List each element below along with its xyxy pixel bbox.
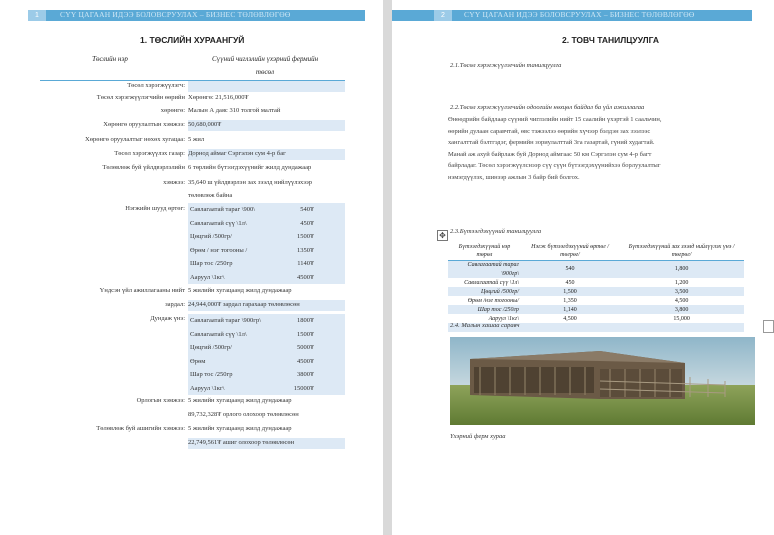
row-label: Төсөл хэрэгжүүлэгчийн өөрийн: [96, 94, 185, 101]
row-value: 5 жилийн хугацаанд жилд дундажаар: [188, 397, 292, 404]
price-item: Ааруул \1кг\: [190, 384, 225, 392]
row-label: Үндсэн үйл ажиллагааны нийт: [99, 287, 185, 294]
price-value: 1140₮: [297, 260, 314, 267]
price-value: 4500₮: [297, 273, 314, 281]
subsection-heading: 2.1.Төсөл хэрэгжүүлэгчийн танилцуулга: [450, 62, 562, 69]
table-cell: 1,800: [619, 261, 744, 279]
price-line: [188, 328, 345, 342]
price-line: [188, 355, 345, 369]
table-row: [448, 305, 744, 314]
price-item: Өрөм / нэг тогооны /: [190, 246, 248, 254]
paragraph-line: хангалттай бэлтгэдэг, фермийн зориулалттай 3га газартай, гүний худагтай.: [448, 139, 655, 146]
row-value: Хөрөнгө: 21,516,000₮: [188, 94, 249, 101]
page-edge-marker: [763, 320, 774, 333]
row-value: 24,944,000₮ зардал гарахаар төлөвлөсөн: [188, 300, 345, 311]
row-label: хөрөнгө:: [160, 107, 185, 114]
row-value: 5 жилийн хугацаанд жилд дундажаар: [188, 287, 292, 294]
row-value: 5 жилийн хугацаанд жилд дундажаар: [188, 425, 292, 432]
page-2: [392, 0, 774, 535]
price-item: Савлагаатай тараг \900\: [190, 206, 256, 213]
table-cell: 4,500: [674, 297, 689, 304]
price-value: 3800₮: [297, 371, 314, 378]
price-item: Шар тос /250гр: [190, 260, 233, 267]
row-value: төлөвлөж байна: [188, 192, 233, 199]
price-item: Өрөм: [190, 357, 206, 365]
paragraph-line: байрладаг. Төсөл хэрэгжүүлснээр сүү сүүн бүтээгдэхүүнийхээ борлуулалтыг: [448, 162, 661, 169]
row-value: [188, 81, 345, 92]
price-item: Цөцгий /500гр/: [190, 233, 232, 240]
subsection-heading: 2.3.Бүтээгдэхүүний танилцуулга: [450, 228, 542, 235]
table-cell: 15,000: [673, 315, 690, 322]
price-value: 1500₮: [297, 330, 314, 338]
table-row: [448, 287, 744, 296]
price-line: [188, 314, 345, 328]
product-table: [448, 242, 744, 332]
price-item: Савлагаатай тараг \900гр\: [190, 317, 262, 324]
price-item: Савлагаатай сүү \1л\: [190, 219, 247, 227]
table-cell: Цөцгий /500гр/: [448, 287, 521, 296]
row-label: хэмжээ:: [163, 179, 185, 186]
price-item: Ааруул \1кг\: [190, 273, 225, 281]
price-line: [188, 271, 345, 285]
subsection-heading: 2.4. Малын хашаа саравч: [450, 322, 520, 329]
price-line: [188, 257, 345, 271]
price-value: 1800₮: [297, 317, 314, 324]
farm-shed-photo: [450, 337, 755, 425]
section-title: 2. ТОВЧ ТАНИЛЦУУЛГА: [562, 35, 660, 45]
page-1: [0, 0, 383, 535]
table-cell: 540: [521, 261, 619, 279]
table-cell: 1,500: [521, 287, 619, 296]
column-header-project: [190, 55, 340, 76]
table-header-cell: Бүтээгдэхүүний зах зээлд нийлүүлэх үнэ /төгрөг/: [619, 242, 744, 261]
column-header-line: төсөл: [255, 68, 275, 76]
price-value: 4500₮: [297, 357, 314, 365]
price-item: Савлагаатай сүү \1л\: [190, 330, 247, 338]
table-row: [448, 261, 744, 279]
unit-cost-list: [188, 203, 345, 284]
table-cell: 4,500: [563, 315, 577, 322]
price-line: [188, 244, 345, 258]
price-value: 1500₮: [297, 233, 314, 240]
table-cell: [619, 323, 744, 332]
table-cell: 3,500: [619, 287, 744, 296]
price-value: 540₮: [300, 206, 314, 213]
row-label: зардал:: [165, 301, 185, 308]
subsection-heading: 2.2.Төсөл хэрэгжүүлэгчийн одоогийн нөхцөл байдал ба үйл ажиллагаа: [450, 104, 645, 111]
row-label: Төсөл хэрэгжүүлэгч:: [127, 82, 185, 89]
photo-caption: Үхэрний ферм хураа: [450, 433, 506, 440]
row-label: Төсөл хэрэгжүүлэх газар:: [114, 150, 185, 157]
price-line: [188, 382, 345, 396]
row-label: Дундаж үнэ:: [150, 315, 185, 322]
row-value: 89,732,328₮ орлого олохоор төлөвлөсөн: [188, 411, 299, 418]
paragraph-line: Манай аж ахуй байрлаж буй Дорнод аймгаас 50 км Сэргэлэн сум 4-р багт: [448, 150, 652, 158]
price-value: 5000₮: [297, 344, 314, 351]
page-number: 1: [28, 10, 46, 21]
price-value: 15000₮: [293, 384, 314, 392]
price-line: [188, 230, 345, 244]
table-row: [448, 278, 744, 287]
price-value: 1350₮: [297, 246, 314, 254]
header-text: СҮҮ ЦАГААН ИДЭЭ БОЛОВСРУУЛАХ – БИЗНЕС ТӨЛӨВЛӨГӨӨ: [60, 10, 291, 19]
price-value: 450₮: [300, 219, 314, 227]
price-line: [188, 217, 345, 231]
row-value: 5 жил: [188, 136, 205, 143]
table-cell: 450: [565, 279, 575, 286]
table-header-cell: Нэгж бүтээгдэхүүний өртөг /төгрөг/: [521, 242, 619, 261]
table-cell: Өрөм /нэг тогооны/: [467, 297, 519, 304]
table-cell: [521, 323, 619, 332]
price-item: Цөцгий /500гр/: [190, 344, 232, 351]
paragraph-line: Өнөөдрийн байдлаар сүүний чиглэлийн нийт 15 саалийн үхэртэй 1 саальчин,: [448, 116, 662, 123]
table-row: [448, 296, 744, 305]
header-text: СҮҮ ЦАГААН ИДЭЭ БОЛОВСРУУЛАХ – БИЗНЕС ТӨЛӨВЛӨГӨӨ: [464, 10, 695, 19]
table-cell: Савлагаатай сүү \1л\: [464, 279, 519, 286]
table-cell: Савлагаатай тараг \900гр\: [448, 261, 521, 279]
row-label: Орлогын хэмжээ:: [136, 397, 185, 404]
paragraph-line: өөрийн дулаан саравчтай, өвс тэжээлээ өөрийн хүчээр бэлдэн зах зээлээс: [448, 127, 651, 135]
row-value: Дорнод аймаг Сэргэлэн сум 4-р баг: [188, 149, 345, 160]
price-item: Шар тос /250гр: [190, 371, 233, 378]
table-header-row: [448, 242, 744, 261]
farm-photo-image: [450, 337, 755, 425]
price-line: [188, 203, 345, 217]
row-label: Нэгжийн шууд өртөг:: [125, 205, 185, 212]
table-cell: 1,200: [674, 279, 689, 286]
row-value: 35,640 ш үйлдвэрлэн зах зээлд нийлүүлэхээр: [188, 179, 313, 186]
page-gutter: [383, 0, 392, 535]
table-cell: Шар тос /250гр: [448, 305, 521, 314]
section-title: 1. ТӨСЛИЙН ХУРААНГУЙ: [140, 35, 245, 45]
table-header-cell: Бүтээгдэхүүний нэр төрөл: [448, 242, 521, 261]
row-value: 6 төрлийн бүтээгдэхүүнийг жилд дундажаар: [188, 164, 312, 171]
table-cell: 3,800: [619, 305, 744, 314]
paragraph-line: нэмэгдүүлэх, шинээр ажлын 3 байр бий болгох.: [448, 173, 580, 181]
price-line: [188, 341, 345, 355]
company-paragraph: [448, 114, 746, 183]
row-value: 50,680,000₮: [188, 120, 345, 131]
column-header-name: Төслийн нэр: [92, 55, 128, 63]
row-label: Хөрөнгө оруулалтыг нөхөх хугацаа:: [85, 136, 185, 143]
row-label: Төлөвлөж буй ашигийн хэмжээ:: [96, 425, 185, 432]
page-number: 2: [434, 10, 452, 21]
row-value: Малын А даяс 310 толгой малтай: [188, 107, 281, 114]
row-label: Хөрөнгө оруулалтын хэмжээ:: [103, 121, 185, 128]
table-cell: 1,350: [563, 297, 577, 304]
row-label: Төлөвлөж буй үйлдвэрлэлийн: [102, 164, 185, 171]
table-cell: 1,140: [521, 305, 619, 314]
column-header-line: Сүүний чиглэлийн үхэрний фермийн: [211, 55, 319, 63]
avg-price-list: [188, 314, 345, 395]
row-value: 22,749,561₮ ашиг олохоор төлөвлөсөн: [188, 438, 345, 449]
table-move-handle-icon[interactable]: ✥: [437, 230, 448, 241]
price-line: [188, 368, 345, 382]
table-cell: Ааруул \1кг\: [488, 315, 519, 322]
